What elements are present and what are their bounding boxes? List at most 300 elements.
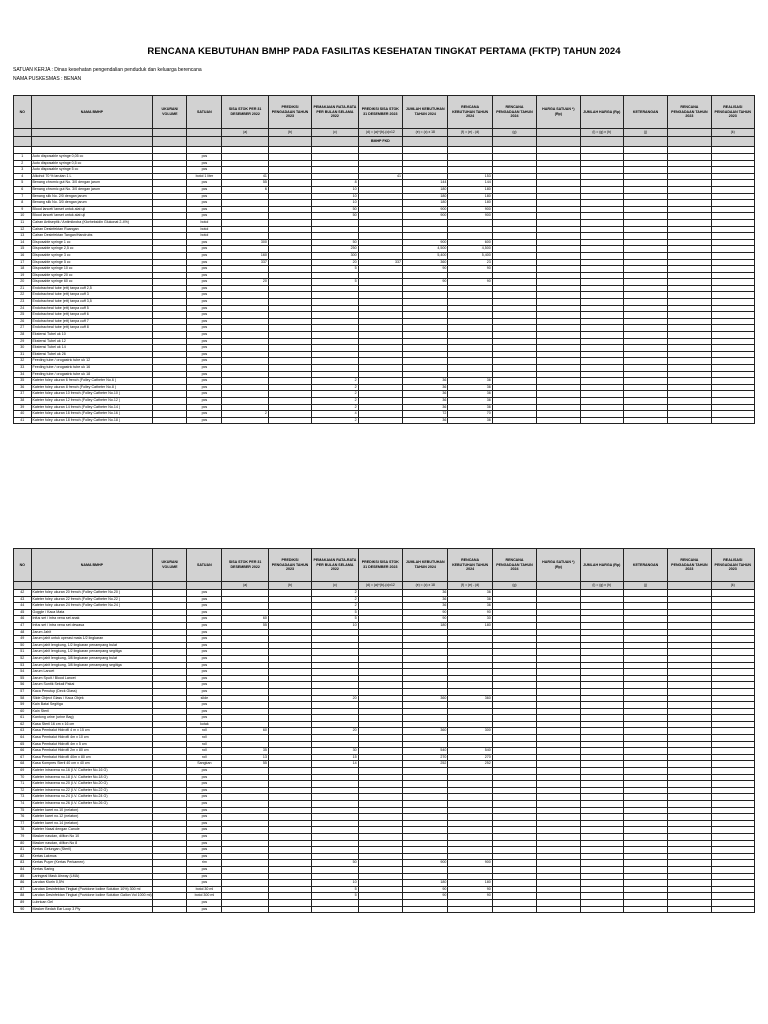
table-cell: [153, 708, 187, 715]
table-cell: [153, 417, 187, 424]
table-cell: [711, 768, 754, 775]
table-cell: [312, 642, 358, 649]
table-cell: Disposable syringe 10 cc: [31, 266, 153, 273]
table-cell: [153, 351, 187, 358]
table-cell: 77: [14, 820, 32, 827]
table-row: [14, 312, 755, 319]
table-cell: 61: [14, 715, 32, 722]
table-row: [14, 384, 755, 391]
table-cell: [711, 847, 754, 854]
table-cell: [448, 820, 492, 827]
table-cell: [711, 833, 754, 840]
table-cell: [537, 675, 580, 682]
table-cell: 5: [312, 609, 358, 616]
table-cell: [312, 305, 358, 312]
spacer-cell: [668, 147, 711, 154]
table-cell: Kateter karet no.10 (nelaton): [31, 807, 153, 814]
table-cell: 14: [312, 761, 358, 768]
table-row: [14, 906, 755, 913]
table-cell: [222, 233, 268, 240]
table-cell: 900: [448, 860, 492, 867]
table-cell: [492, 200, 536, 207]
table-cell: [668, 332, 711, 339]
table-cell: rim: [187, 860, 222, 867]
table-cell: [537, 893, 580, 900]
table-cell: [222, 603, 268, 610]
table-cell: pcs: [187, 213, 222, 220]
table-cell: 21: [14, 285, 32, 292]
table-cell: [623, 629, 667, 636]
table-cell: [623, 299, 667, 306]
table-cell: [268, 358, 311, 365]
table-cell: 82: [14, 853, 32, 860]
table-cell: [668, 351, 711, 358]
table-cell: Disposable syringe 5 cc: [31, 259, 153, 266]
table-cell: [580, 272, 623, 279]
table-cell: [711, 840, 754, 847]
table-cell: [492, 609, 536, 616]
table-cell: [711, 417, 754, 424]
table-cell: [403, 702, 448, 709]
table-cell: [711, 200, 754, 207]
table-cell: 35: [14, 378, 32, 385]
column-header: KETERANGAN: [623, 549, 667, 582]
table-row: [14, 411, 755, 418]
table-cell: [668, 622, 711, 629]
section-cell: [668, 137, 711, 147]
table-cell: [153, 728, 187, 735]
table-cell: [153, 735, 187, 742]
table-cell: [312, 636, 358, 643]
table-cell: Kertas Puyer (Kertas Perkamen): [31, 860, 153, 867]
table-cell: [668, 384, 711, 391]
table-cell: [623, 200, 667, 207]
table-cell: [312, 655, 358, 662]
table-cell: [153, 239, 187, 246]
table-cell: [222, 833, 268, 840]
table-cell: Kateter foley ukuran 10 french (Folley Catheter No.10 ): [31, 391, 153, 398]
table-cell: [580, 180, 623, 187]
table-cell: 2: [312, 417, 358, 424]
formula-cell: (b): [268, 129, 311, 137]
table-cell: pcs: [187, 781, 222, 788]
table-cell: 2: [312, 590, 358, 597]
table-cell: [537, 880, 580, 887]
table-cell: [537, 682, 580, 689]
table-cell: [403, 708, 448, 715]
table-cell: [153, 603, 187, 610]
table-cell: [448, 702, 492, 709]
table-cell: [711, 642, 754, 649]
table-cell: Kasa Pembalut Hidrofil 4m x 10 cm: [31, 735, 153, 742]
table-cell: [623, 219, 667, 226]
table-cell: [222, 266, 268, 273]
table-cell: [492, 325, 536, 332]
table-cell: 36: [448, 391, 492, 398]
table-cell: [153, 880, 187, 887]
table-body: [14, 137, 755, 424]
table-cell: [358, 682, 402, 689]
table-cell: [153, 299, 187, 306]
table-cell: pcs: [187, 768, 222, 775]
table-cell: [403, 332, 448, 339]
table-cell: [711, 636, 754, 643]
table-cell: [492, 741, 536, 748]
table-cell: [668, 655, 711, 662]
table-cell: Kasa Pembalut Hidrofil 40m x 80 cm: [31, 754, 153, 761]
table-row: [14, 345, 755, 352]
table-cell: [222, 338, 268, 345]
table-cell: [268, 768, 311, 775]
spacer-cell: [222, 147, 268, 154]
table-cell: [403, 820, 448, 827]
table-cell: [711, 616, 754, 623]
table-row: [14, 649, 755, 656]
table-cell: [580, 590, 623, 597]
table-cell: pcs: [187, 629, 222, 636]
table-cell: [403, 154, 448, 161]
table-cell: 144: [403, 180, 448, 187]
table-cell: 2: [312, 384, 358, 391]
table-cell: [358, 239, 402, 246]
table-row: [14, 688, 755, 695]
table-cell: [537, 827, 580, 834]
table-cell: 89: [14, 899, 32, 906]
formula-cell: (i) = (g) x (h): [580, 582, 623, 590]
table-cell: [668, 391, 711, 398]
table-cell: [623, 345, 667, 352]
table-cell: [268, 226, 311, 233]
table-cell: [580, 906, 623, 913]
table-cell: [623, 391, 667, 398]
table-cell: 180: [448, 193, 492, 200]
table-cell: Larutan Klorin 0,5%: [31, 880, 153, 887]
table-cell: pcs: [187, 603, 222, 610]
table-cell: [268, 312, 311, 319]
table-cell: [358, 167, 402, 174]
table-cell: [668, 642, 711, 649]
table-cell: [623, 167, 667, 174]
table-cell: [492, 662, 536, 669]
table-cell: [492, 193, 536, 200]
table-cell: [222, 840, 268, 847]
table-cell: [623, 603, 667, 610]
table-cell: [222, 682, 268, 689]
table-cell: [580, 411, 623, 418]
table-cell: [403, 636, 448, 643]
table-cell: 900: [448, 206, 492, 213]
table-cell: 90: [448, 886, 492, 893]
header-row: [14, 96, 755, 129]
table-cell: Kateter intravena no.26 (I.V. Catheter No.26 G): [31, 801, 153, 808]
table-cell: [623, 866, 667, 873]
table-cell: [580, 893, 623, 900]
table-cell: Lubrican Gel: [31, 899, 153, 906]
table-cell: [668, 226, 711, 233]
table-cell: [358, 807, 402, 814]
table-cell: [623, 754, 667, 761]
table-cell: [312, 853, 358, 860]
table-cell: [492, 338, 536, 345]
table-cell: [448, 226, 492, 233]
table-cell: [153, 312, 187, 319]
column-header: PREDIKSI SISA STOK 31 DESEMBER 2023: [358, 96, 402, 129]
table-cell: [668, 807, 711, 814]
table-cell: [623, 266, 667, 273]
table-cell: [580, 332, 623, 339]
table-cell: 600: [448, 239, 492, 246]
table-cell: [448, 827, 492, 834]
table-cell: 5: [312, 279, 358, 286]
table-cell: [268, 233, 311, 240]
table-cell: pcs: [187, 642, 222, 649]
table-cell: [222, 345, 268, 352]
table-cell: [312, 847, 358, 854]
table-cell: [580, 318, 623, 325]
table-cell: pcs: [187, 285, 222, 292]
table-cell: [403, 787, 448, 794]
table-cell: [153, 338, 187, 345]
table-cell: pcs: [187, 358, 222, 365]
table-cell: [711, 715, 754, 722]
table-cell: 900: [403, 213, 448, 220]
table-cell: [153, 774, 187, 781]
table-cell: [623, 840, 667, 847]
table-row: [14, 397, 755, 404]
table-cell: [537, 325, 580, 332]
table-cell: [268, 761, 311, 768]
table-cell: 19: [14, 272, 32, 279]
table-cell: 41: [358, 173, 402, 180]
table-cell: [222, 226, 268, 233]
table-row: [14, 252, 755, 259]
table-cell: [153, 305, 187, 312]
table-cell: 13: [14, 233, 32, 240]
table-row: [14, 741, 755, 748]
table-cell: [711, 338, 754, 345]
table-cell: [312, 338, 358, 345]
table-cell: [711, 741, 754, 748]
table-cell: Auto disposable syringe 0,05 cc: [31, 154, 153, 161]
table-cell: Endotracheal tube (ett) tanpa cuff 3: [31, 292, 153, 299]
table-cell: pcs: [187, 186, 222, 193]
table-cell: [492, 417, 536, 424]
table-cell: [711, 603, 754, 610]
table-cell: pcs: [187, 880, 222, 887]
table-cell: [268, 728, 311, 735]
table-cell: [623, 787, 667, 794]
table-cell: [668, 305, 711, 312]
table-row: [14, 708, 755, 715]
table-cell: 51: [14, 649, 32, 656]
table-cell: [580, 820, 623, 827]
table-cell: [222, 358, 268, 365]
table-cell: [312, 721, 358, 728]
table-cell: [448, 636, 492, 643]
table-cell: [711, 860, 754, 867]
table-cell: [711, 609, 754, 616]
table-cell: [537, 391, 580, 398]
table-cell: 90: [448, 279, 492, 286]
table-cell: [623, 180, 667, 187]
table-cell: Kateter foley ukuran 6 french (Folley Catheter No.6 ): [31, 378, 153, 385]
table-cell: [222, 899, 268, 906]
table-cell: 90: [403, 616, 448, 623]
table-cell: 180: [448, 200, 492, 207]
table-cell: [537, 761, 580, 768]
table-cell: [268, 259, 311, 266]
table-cell: [403, 781, 448, 788]
table-cell: [668, 213, 711, 220]
table-cell: pcs: [187, 154, 222, 161]
table-cell: [222, 213, 268, 220]
formula-cell: (g): [492, 129, 536, 137]
table-cell: [580, 167, 623, 174]
table-cell: [537, 200, 580, 207]
table-cell: [153, 781, 187, 788]
table-cell: 57: [14, 688, 32, 695]
table-cell: [312, 682, 358, 689]
table-cell: 5,400: [403, 252, 448, 259]
table-cell: [711, 893, 754, 900]
table-cell: 36: [403, 391, 448, 398]
table-cell: [623, 728, 667, 735]
table-cell: [623, 814, 667, 821]
table-cell: [623, 655, 667, 662]
table-cell: Cairan Desinfektan Tangan/Handrubs: [31, 233, 153, 240]
table-row: [14, 622, 755, 629]
table-cell: [623, 246, 667, 253]
table-cell: [668, 820, 711, 827]
table-cell: [268, 193, 311, 200]
table-cell: [668, 312, 711, 319]
table-cell: [153, 404, 187, 411]
table-cell: Jarum jahit lengkung, 1/2 lingkaran penampang segitiga: [31, 649, 153, 656]
formula-cell: [153, 582, 187, 590]
table-cell: [668, 292, 711, 299]
table-cell: [580, 391, 623, 398]
table-cell: 60: [222, 616, 268, 623]
table-cell: [492, 167, 536, 174]
table-cell: [580, 233, 623, 240]
table-cell: [268, 213, 311, 220]
table-cell: [711, 252, 754, 259]
table-cell: [537, 371, 580, 378]
table-cell: [492, 774, 536, 781]
table-cell: [358, 365, 402, 372]
table-cell: [492, 391, 536, 398]
table-cell: [403, 167, 448, 174]
column-header: SISA STOK PER 31 DESEMBER 2022: [222, 549, 268, 582]
table-cell: 4,500: [403, 246, 448, 253]
table-cell: 28: [14, 332, 32, 339]
table-cell: [668, 325, 711, 332]
table-cell: [711, 735, 754, 742]
table-cell: pcs: [187, 279, 222, 286]
table-cell: 300: [312, 252, 358, 259]
table-cell: [403, 318, 448, 325]
table-cell: botol 300 ml: [187, 893, 222, 900]
table-cell: [448, 794, 492, 801]
table-cell: [668, 411, 711, 418]
table-row: [14, 365, 755, 372]
table-cell: 252: [403, 761, 448, 768]
table-cell: [580, 801, 623, 808]
table-cell: [403, 853, 448, 860]
table-cell: 72: [14, 787, 32, 794]
table-cell: 4: [14, 173, 32, 180]
table-cell: [268, 239, 311, 246]
table-cell: [312, 226, 358, 233]
table-cell: [403, 173, 448, 180]
table-cell: [312, 292, 358, 299]
table-cell: [623, 774, 667, 781]
table-cell: [711, 873, 754, 880]
table-cell: 50: [312, 206, 358, 213]
table-cell: [448, 774, 492, 781]
column-header: NAMA BMHP: [31, 549, 153, 582]
table-cell: [492, 906, 536, 913]
table-cell: [580, 827, 623, 834]
table-cell: [448, 649, 492, 656]
table-cell: [492, 272, 536, 279]
table-cell: [580, 853, 623, 860]
table-cell: [668, 695, 711, 702]
table-cell: [358, 279, 402, 286]
table-cell: [268, 167, 311, 174]
table-cell: [580, 728, 623, 735]
table-cell: [312, 371, 358, 378]
table-cell: 180: [403, 622, 448, 629]
table-cell: [268, 880, 311, 887]
table-cell: 36: [448, 404, 492, 411]
table-cell: [580, 616, 623, 623]
table-row: [14, 787, 755, 794]
table-cell: [153, 675, 187, 682]
table-cell: [580, 226, 623, 233]
table-cell: Masker nasdan, dillton No 8: [31, 840, 153, 847]
table-cell: 41: [222, 173, 268, 180]
table-cell: [268, 378, 311, 385]
table-cell: Kateter foley ukuran 8 french (Folley Catheter No.8 ): [31, 384, 153, 391]
table-cell: [268, 642, 311, 649]
table-cell: [668, 728, 711, 735]
table-cell: 60: [14, 708, 32, 715]
table-cell: Sangkan: [187, 761, 222, 768]
table-cell: [268, 384, 311, 391]
table-cell: [537, 649, 580, 656]
table-row: [14, 655, 755, 662]
table-cell: pcs: [187, 312, 222, 319]
table-cell: [580, 292, 623, 299]
section-cell: [31, 137, 153, 147]
table-cell: [580, 622, 623, 629]
table-cell: [268, 397, 311, 404]
table-cell: [268, 781, 311, 788]
table-cell: Kaca Penutup (Deck Glass): [31, 688, 153, 695]
table-cell: 36: [448, 384, 492, 391]
table-cell: botol: [187, 219, 222, 226]
table-cell: [268, 695, 311, 702]
table-cell: 2: [222, 411, 268, 418]
table-cell: Disposable syringe 1 cc: [31, 239, 153, 246]
table-cell: [403, 675, 448, 682]
table-cell: [358, 906, 402, 913]
table-cell: [403, 827, 448, 834]
table-cell: [580, 325, 623, 332]
table-cell: [580, 794, 623, 801]
table-cell: 67: [14, 754, 32, 761]
